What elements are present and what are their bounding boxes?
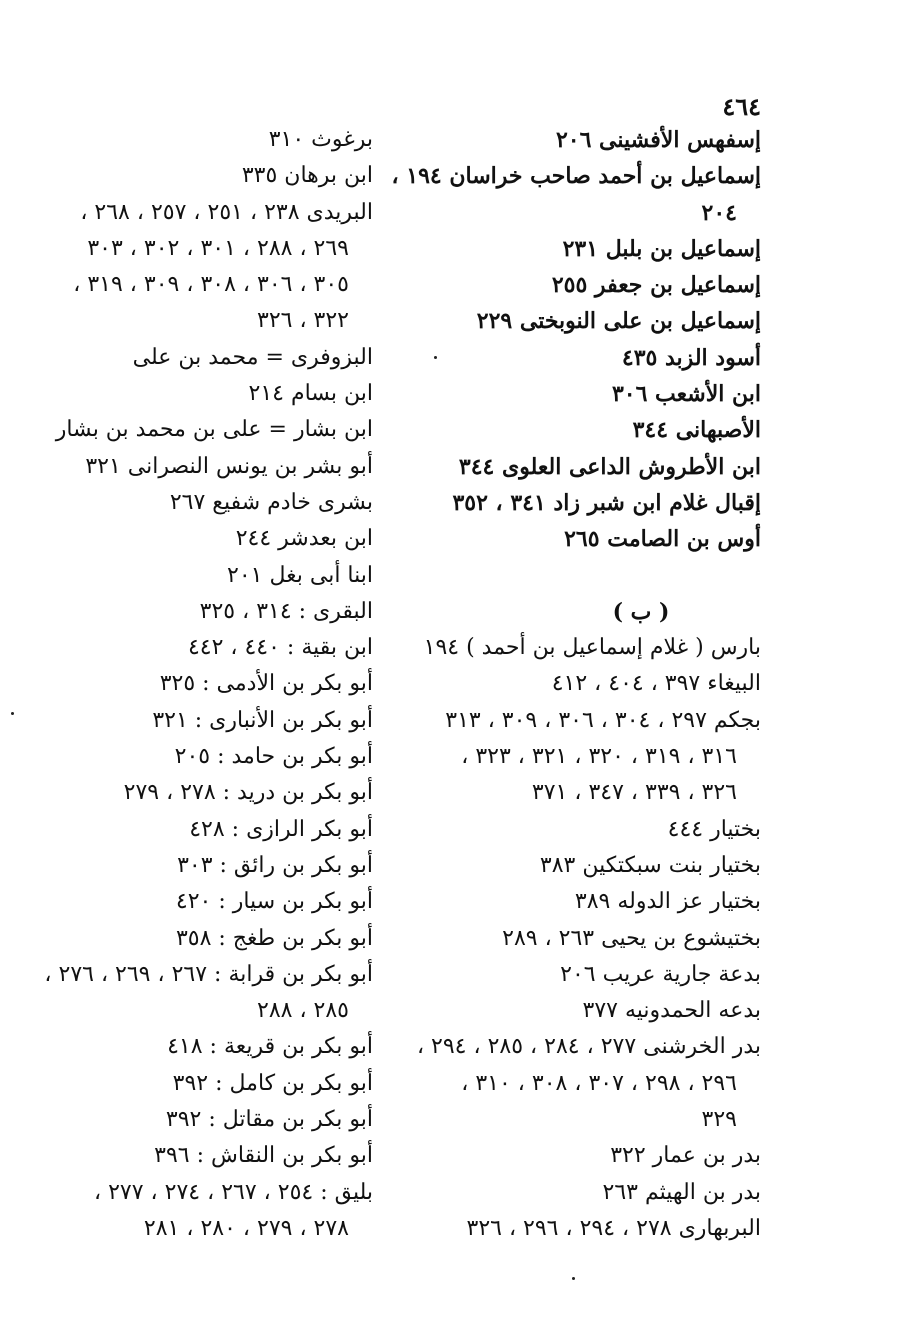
- index-entry: أوس بن الصامت ٢٦٥: [564, 526, 761, 553]
- index-entry-continuation: ٢٩٦ ، ٢٩٨ ، ٣٠٧ ، ٣٠٨ ، ٣١٠ ،: [461, 1070, 737, 1096]
- index-entry-continuation: ٢٠٤: [701, 199, 737, 226]
- print-speck: [572, 1277, 575, 1280]
- section-spacer: [401, 558, 761, 594]
- section-heading-ba: ( ب ): [612, 598, 670, 625]
- index-entry: بشرى خادم شفيع ٢٦٧: [169, 489, 373, 515]
- page-number: ٤٦٤: [722, 92, 761, 121]
- index-entry: أبو بشر بن يونس النصرانى ٣٢١: [85, 453, 373, 479]
- index-entry: إسماعيل بن أحمد صاحب خراسان ١٩٤ ،: [391, 163, 761, 190]
- print-speck: [11, 712, 14, 715]
- index-entry: أبو بكر بن قريعة : ٤١٨: [167, 1034, 373, 1060]
- index-entry: إسماعيل بن جعفر ٢٥٥: [551, 272, 761, 299]
- index-entry: بختيار ٤٤٤: [667, 816, 761, 842]
- index-entry-continuation: ٣٢٢ ، ٣٢٦: [257, 308, 349, 334]
- index-entry: البقرى : ٣١٤ ، ٣٢٥: [199, 598, 373, 624]
- index-entry: بارس ( غلام إسماعيل بن أحمد ) ١٩٤: [423, 635, 761, 661]
- index-entry-continuation: ٣٢٦ ، ٣٣٩ ، ٣٤٧ ، ٣٧١: [531, 780, 737, 806]
- print-speck: [434, 356, 437, 359]
- index-entry: أبو بكر بن كامل : ٣٩٢: [172, 1070, 373, 1096]
- index-entry: بدر بن الهيثم ٢٦٣: [602, 1179, 761, 1205]
- index-entry: ابن بقية : ٤٤٠ ، ٤٤٢: [187, 635, 373, 661]
- index-entry: بجكم ٢٩٧ ، ٣٠٤ ، ٣٠٦ ، ٣٠٩ ، ٣١٣: [445, 707, 761, 733]
- index-entry: أبو بكر بن طغج : ٣٥٨: [175, 925, 373, 951]
- index-column-right: [391, 122, 761, 1247]
- index-entry-continuation: ٣٢٩: [701, 1107, 737, 1133]
- index-entry: أبو بكر بن حامد : ٢٠٥: [174, 744, 373, 770]
- index-entry: أبو بكر بن النقاش : ٣٩٦: [154, 1143, 373, 1169]
- index-entry: أسود الزبد ٤٣٥: [621, 344, 761, 371]
- index-entry: إسماعيل بن على النوبختى ٢٢٩: [476, 308, 761, 335]
- index-entry-continuation: ٢٦٩ ، ٢٨٨ ، ٣٠١ ، ٣٠٢ ، ٣٠٣: [87, 235, 349, 261]
- index-entry: بختيار عز الدوله ٣٨٩: [574, 889, 761, 915]
- index-entry: ابن الأطروش الداعى العلوى ٣٤٤: [458, 453, 761, 480]
- entries-alif-section: [391, 122, 761, 558]
- index-entry: بختيشوع بن يحيى ٢٦٣ ، ٢٨٩: [502, 925, 761, 951]
- index-entry: إسماعيل بن بلبل ٢٣١: [562, 235, 761, 262]
- index-entry: بختيار بنت سبكتكين ٣٨٣: [539, 852, 761, 878]
- index-entry: الأصبهانى ٣٤٤: [632, 417, 761, 444]
- index-entry: إقبال غلام ابن شبر زاد ٣٤١ ، ٣٥٢: [452, 489, 761, 516]
- index-entry: ابن برهان ٣٣٥: [241, 163, 373, 189]
- index-entry: أبو بكر بن الأنبارى : ٣٢١: [152, 707, 373, 733]
- index-entry-continuation: ٢٨٥ ، ٢٨٨: [257, 998, 349, 1024]
- index-entry-continuation: ٢٧٨ ، ٢٧٩ ، ٢٨٠ ، ٢٨١: [143, 1215, 349, 1241]
- index-entry: أبو بكر الرازى : ٤٢٨: [189, 816, 373, 842]
- index-entry-continuation: ٣١٦ ، ٣١٩ ، ٣٢٠ ، ٣٢١ ، ٣٢٣ ،: [461, 744, 737, 770]
- index-entry: بدر بن عمار ٣٢٢: [610, 1143, 761, 1169]
- index-entry: بليق : ٢٥٤ ، ٢٦٧ ، ٢٧٤ ، ٢٧٧ ،: [94, 1179, 373, 1205]
- index-entry: ابن الأشعب ٣٠٦: [611, 381, 761, 408]
- index-entry: إسفهس الأفشينى ٢٠٦: [555, 127, 761, 153]
- index-entry: أبو بكر بن مقاتل : ٣٩٢: [165, 1107, 373, 1133]
- index-entry: ابن بشار = على بن محمد بن بشار: [55, 417, 373, 443]
- index-entry: برغوث ٣١٠: [268, 127, 373, 152]
- index-entry: بدعة جارية عريب ٢٠٦: [560, 961, 761, 987]
- index-entry: ابن بسام ٢١٤: [248, 381, 373, 407]
- index-entry: ابن بعدشر ٢٤٤: [235, 526, 373, 552]
- index-entry: بدعه الحمدونيه ٣٧٧: [582, 998, 761, 1024]
- index-entry: أبو بكر بن قرابة : ٢٦٧ ، ٢٦٩ ، ٢٧٦ ،: [44, 961, 373, 987]
- index-entry-continuation: ٣٠٥ ، ٣٠٦ ، ٣٠٨ ، ٣٠٩ ، ٣١٩ ،: [73, 272, 349, 298]
- index-entry: أبو بكر بن الأدمى : ٣٢٥: [159, 671, 373, 697]
- index-column-left: [13, 122, 373, 1247]
- index-entry: ابنا أبى بغل ٢٠١: [227, 562, 373, 588]
- index-entry: البربهارى ٢٧٨ ، ٢٩٤ ، ٢٩٦ ، ٣٢٦: [466, 1215, 761, 1241]
- index-entry: أبو بكر بن دريد : ٢٧٨ ، ٢٧٩: [123, 780, 373, 806]
- entries-ba-section: [401, 630, 761, 1247]
- index-entry: بدر الخرشنى ٢٧٧ ، ٢٨٤ ، ٢٨٥ ، ٢٩٤ ،: [416, 1034, 761, 1060]
- entries-left-list: [13, 122, 373, 1247]
- index-entry: أبو بكر بن سيار : ٤٢٠: [175, 889, 373, 915]
- index-entry: أبو بكر بن رائق : ٣٠٣: [177, 852, 373, 878]
- index-entry: البريدى ٢٣٨ ، ٢٥١ ، ٢٥٧ ، ٢٦٨ ،: [80, 199, 373, 225]
- index-entry: البزوفرى = محمد بن على: [132, 344, 373, 370]
- index-entry: البيغاء ٣٩٧ ، ٤٠٤ ، ٤١٢: [551, 671, 761, 697]
